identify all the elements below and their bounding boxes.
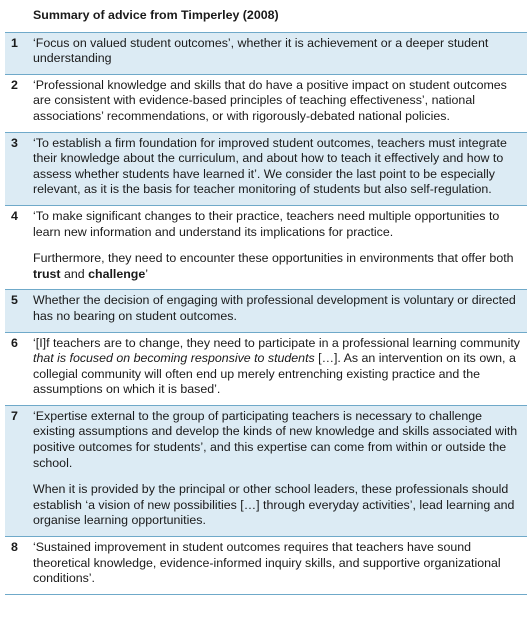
text-segment: Whether the decision of engaging with professional development is voluntary or directed has no bearing on student outcomes. xyxy=(33,293,516,323)
table-row xyxy=(5,536,527,594)
table-row xyxy=(5,405,527,536)
text-segment: […]. As an intervention on its own, a collegial community will often end up merely entrenching existing practice and the assumptions on which it is based’. xyxy=(33,351,516,397)
row-number: 7 xyxy=(11,408,18,423)
row-text xyxy=(33,133,527,205)
row-number: 3 xyxy=(11,135,18,150)
row-paragraph xyxy=(33,36,521,67)
text-segment: challenge xyxy=(88,266,146,281)
row-number: 6 xyxy=(11,335,18,350)
table-row xyxy=(5,32,527,74)
advice-table xyxy=(5,8,527,595)
table-rows xyxy=(5,32,527,594)
text-segment: ‘To make significant changes to their practice, teachers need multiple opportunities to learn new information and understand its implications for practice. xyxy=(33,208,500,239)
row-text xyxy=(33,33,527,74)
text-segment: trust xyxy=(33,266,61,281)
table-header-row xyxy=(5,8,527,32)
row-paragraph xyxy=(33,136,521,198)
text-segment: ‘Sustained improvement in student outcomes requires that teachers have sound theoretical knowledge, evidence-informed inquiry skills, and supportive organizational conditions’. xyxy=(33,540,501,586)
text-segment: Furthermore, they need to encounter these opportunities in environments that offer both xyxy=(33,251,514,266)
text-segment: ‘To establish a firm foundation for improved student outcomes, teachers must integrate their knowledge about the curriculum, and about how to teach it effectively and how to assess whether students have learned it’. We consider the last point to be especially relevant, as it is the basis for teacher monitoring of students but also self-regulation. xyxy=(33,135,507,197)
text-segment: and xyxy=(60,266,89,281)
table-bottom-rule xyxy=(5,594,527,595)
table-row xyxy=(5,205,527,289)
text-segment: that is focused on becoming responsive to students xyxy=(33,351,315,366)
text-segment: ‘Expertise external to the group of participating teachers is necessary to challenge existing assumptions and develop the kinds of new knowledge and skills associated with positive outcomes for students’, and this expertise can come from within or outside the school. xyxy=(33,408,518,470)
table-row xyxy=(5,132,527,205)
row-paragraph xyxy=(33,540,521,587)
table-row xyxy=(5,289,527,331)
row-paragraph xyxy=(33,409,521,471)
text-segment: ‘Focus on valued student outcomes’, whether it is achievement or a deeper student understanding xyxy=(33,35,489,66)
row-text xyxy=(33,333,527,405)
table-row xyxy=(5,74,527,132)
row-number: 2 xyxy=(11,77,18,92)
row-text xyxy=(33,206,527,289)
text-segment: ‘[I]f teachers are to change, they need to participate in a professional learning community xyxy=(33,335,520,350)
table-title: Summary of advice from Timperley (2008) xyxy=(33,8,279,22)
row-number: 4 xyxy=(11,208,18,223)
row-paragraph xyxy=(33,78,521,125)
header-number-cell xyxy=(5,8,33,32)
row-number: 5 xyxy=(11,293,18,308)
table-row xyxy=(5,332,527,405)
row-paragraph xyxy=(33,336,521,398)
row-text xyxy=(33,406,527,536)
row-text xyxy=(33,290,527,331)
row-paragraph xyxy=(33,293,521,324)
text-segment: ’ xyxy=(145,266,149,281)
row-paragraph xyxy=(33,209,521,240)
text-segment: ‘Professional knowledge and skills that do have a positive impact on student outcomes are consistent with evidence-based principles of teaching effectiveness’, national associations’ recommendations, or with rigorously-debated national policies. xyxy=(33,77,507,123)
row-number: 8 xyxy=(11,540,18,555)
text-segment: When it is provided by the principal or other school leaders, these professionals should establish ‘a vision of new possibilities […] through everyday activities’, lead learning and organise learning opportunities. xyxy=(33,482,515,528)
row-paragraph xyxy=(33,482,521,529)
row-number: 1 xyxy=(11,35,18,50)
row-text xyxy=(33,75,527,132)
row-text xyxy=(33,537,527,594)
row-paragraph xyxy=(33,251,521,282)
